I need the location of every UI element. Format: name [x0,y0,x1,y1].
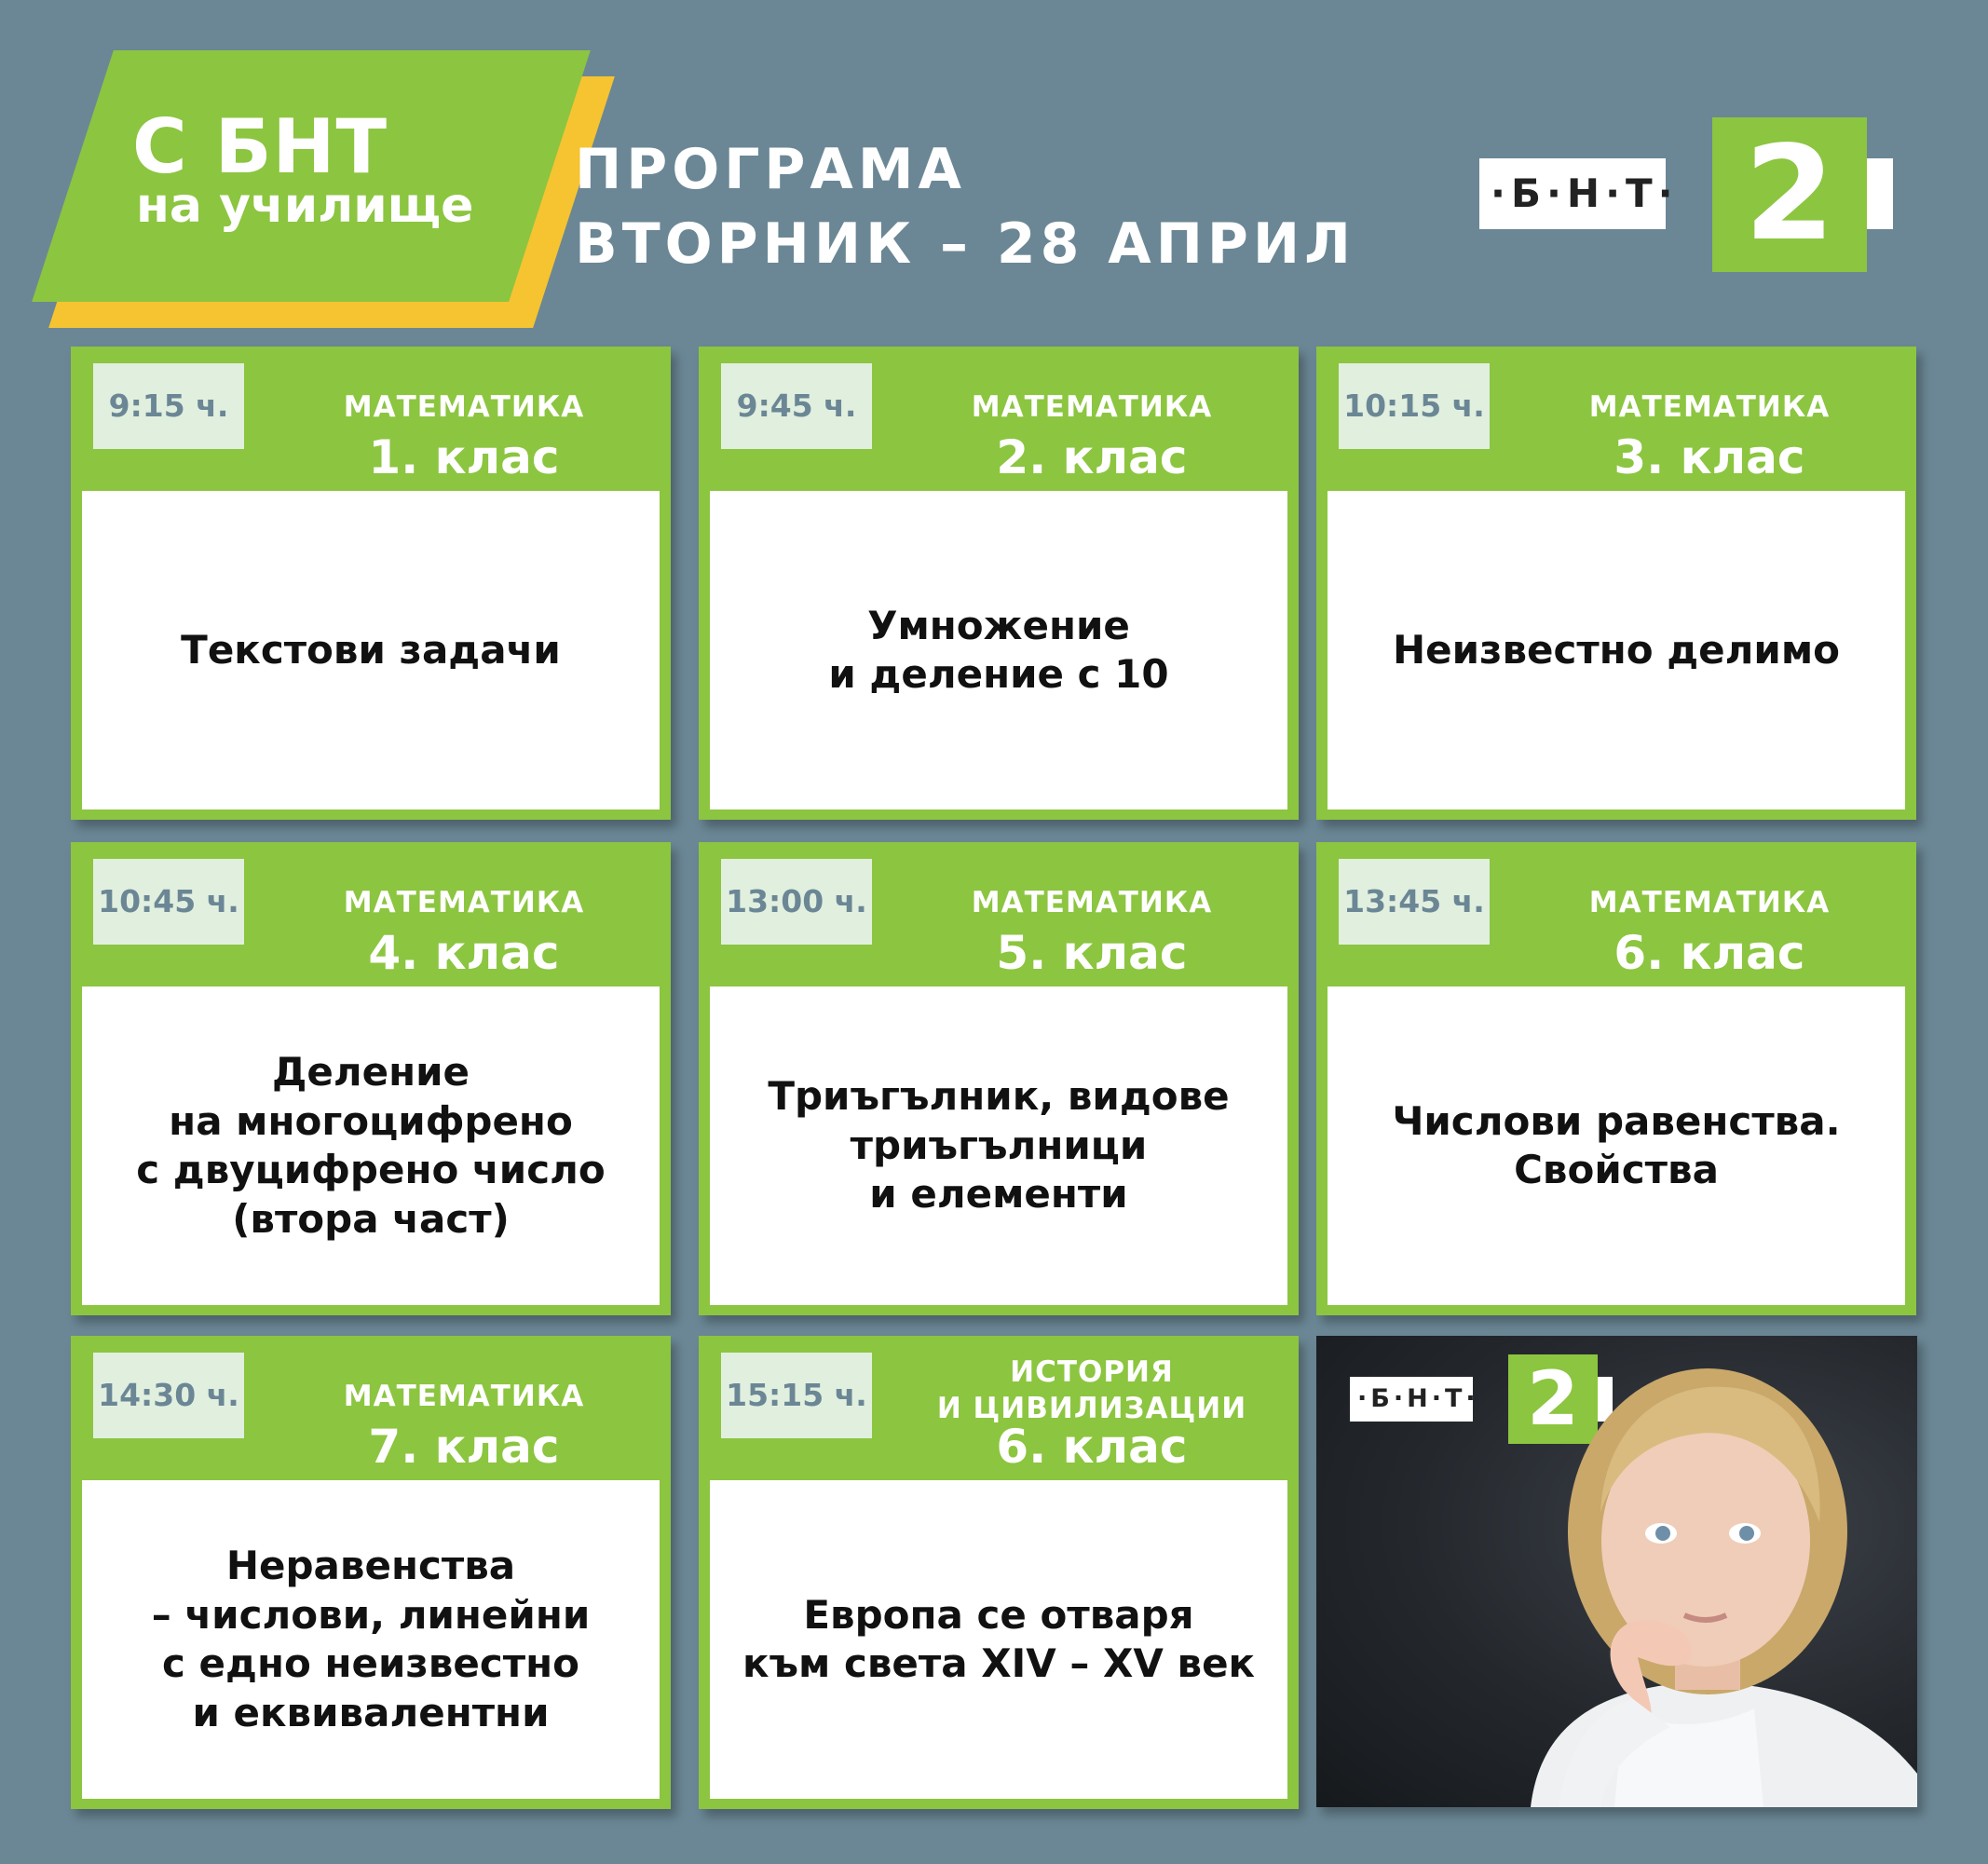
subject-label: ИСТОРИЯ И ЦИВИЛИЗАЦИИ [936,1355,1247,1425]
topic-text: Текстови задачи [181,626,561,673]
photo-logo-text: ·Б·Н·Т· [1357,1384,1479,1413]
topic-panel [82,1480,660,1799]
grade-label: 5. клас [996,926,1188,980]
topic-text: Триъгълник, видове триъгълници и елементи [768,1073,1230,1218]
time-label: 10:15 ч. [1339,363,1490,449]
grade-label: 3. клас [1614,430,1805,484]
schedule-card [699,347,1299,820]
grade-label: 1. клас [368,430,560,484]
schedule-card [699,1336,1299,1809]
time-label: 14:30 ч. [93,1353,244,1438]
subject-label: МАТЕМАТИКА [343,390,585,424]
time-label: 13:45 ч. [1339,859,1490,945]
schedule-card [71,347,671,820]
topic-panel [710,1480,1287,1799]
subject-label: МАТЕМАТИКА [343,886,585,919]
topic-panel [82,491,660,810]
grade-label: 6. клас [1614,926,1805,980]
schedule-card [71,842,671,1315]
badge-title: С БНТ [132,103,388,190]
topic-panel [710,986,1287,1305]
topic-text: Числови равенства. Свойства [1392,1097,1841,1192]
grade-label: 4. клас [368,926,560,980]
program-date: ВТОРНИК – 28 АПРИЛ [575,211,1355,277]
grade-label: 2. клас [996,430,1188,484]
logo-text: ·Б·Н·Т· [1491,170,1679,216]
topic-panel [710,491,1287,810]
grade-label: 7. клас [368,1420,560,1474]
topic-text: Неизвестно делимо [1392,626,1841,673]
topic-text: Европа се отваря към света XIV – XV век [742,1591,1256,1686]
child-illustration [1316,1336,1917,1807]
schedule-card [699,842,1299,1315]
time-label: 15:15 ч. [721,1353,872,1438]
subject-label: МАТЕМАТИКА [971,886,1213,919]
subject-label: МАТЕМАТИКА [971,390,1213,424]
topic-text: Неравенства – числови, линейни с едно неизвестно и еквивалентни [151,1543,591,1735]
badge-subtitle: на училище [136,178,474,234]
bnt2-logo [1479,117,1904,272]
logo-number: 2 [1712,117,1867,272]
schedule-card [1316,842,1916,1315]
program-title: ПРОГРАМА [575,137,966,202]
topic-panel [82,986,660,1305]
time-label: 9:15 ч. [93,363,244,449]
time-label: 10:45 ч. [93,859,244,945]
topic-text: Умножение и деление с 10 [828,602,1169,697]
subject-label: МАТЕМАТИКА [1588,886,1831,919]
subject-label: МАТЕМАТИКА [343,1380,585,1413]
photo-logo-number: 2 [1508,1354,1598,1444]
schedule-card [71,1336,671,1809]
schedule-card [1316,347,1916,820]
grade-label: 6. клас [996,1420,1188,1474]
time-label: 13:00 ч. [721,859,872,945]
time-label: 9:45 ч. [721,363,872,449]
child-thinking-photo [1316,1336,1917,1807]
topic-text: Деление на многоцифрено с двуцифрено число (втора част) [136,1049,606,1242]
topic-panel [1328,491,1905,810]
topic-panel [1328,986,1905,1305]
subject-label: МАТЕМАТИКА [1588,390,1831,424]
